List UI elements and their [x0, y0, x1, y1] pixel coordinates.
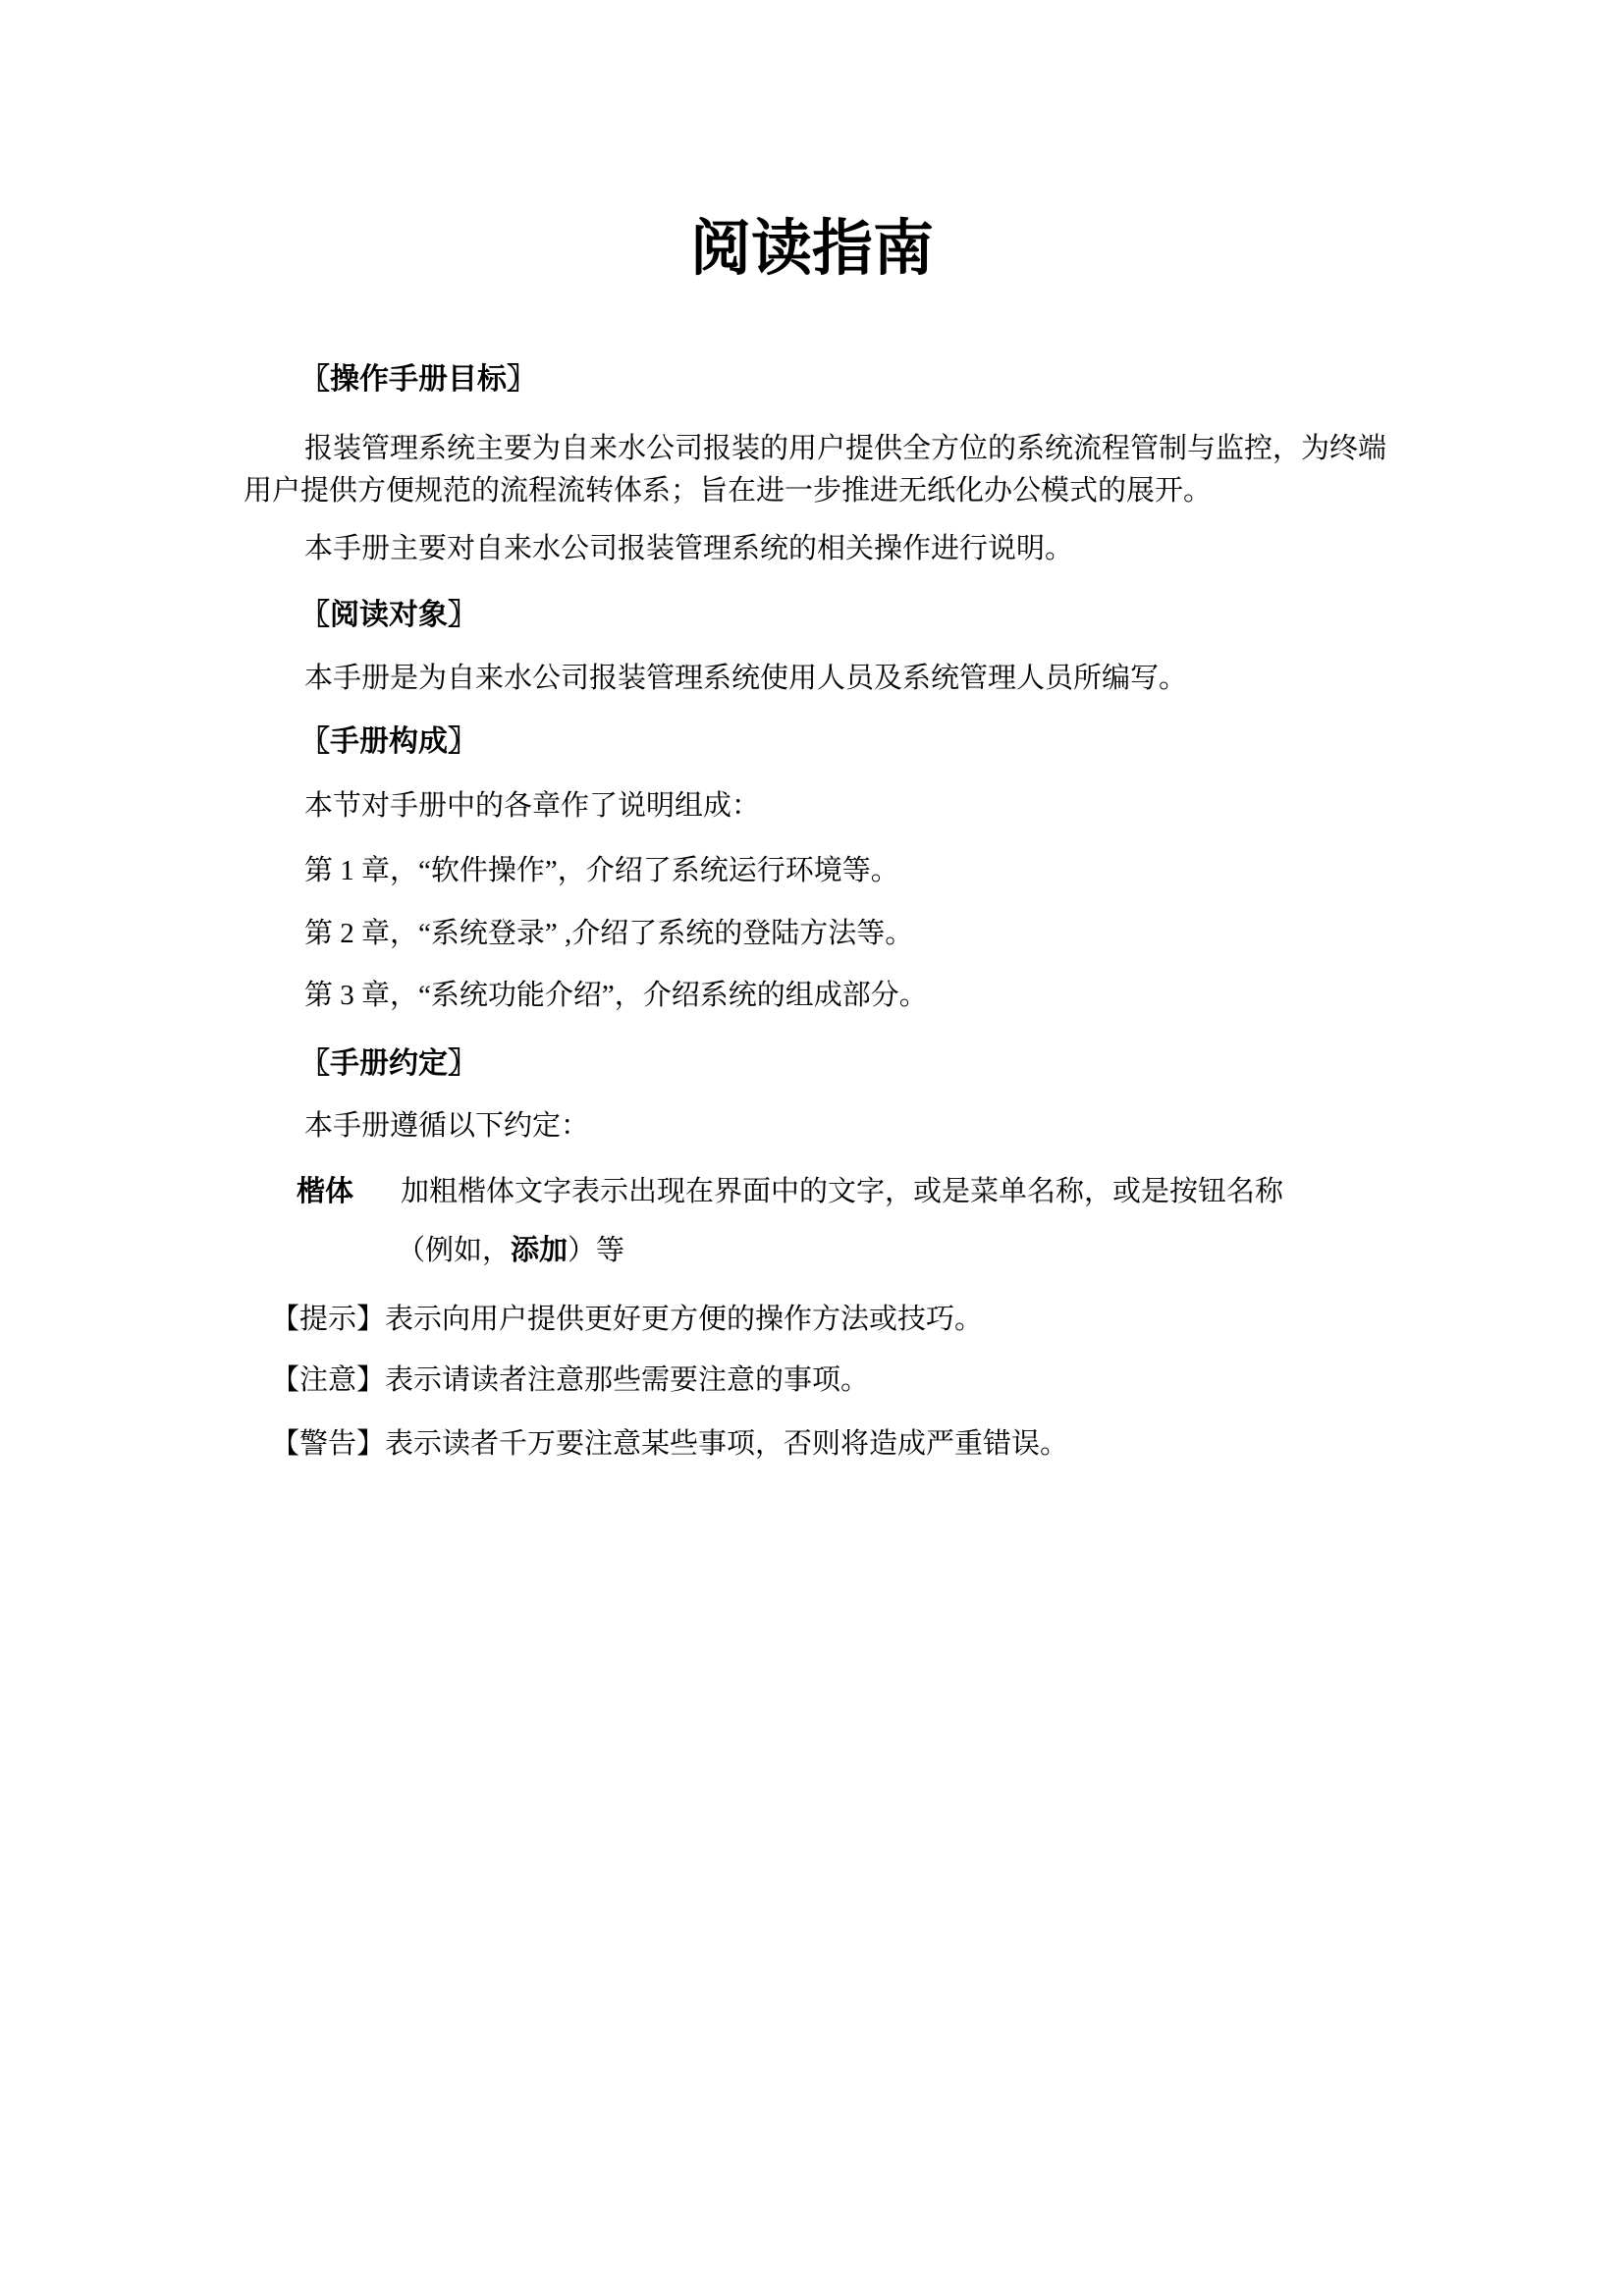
- note-attention: 【注意】表示请读者注意那些需要注意的事项。: [271, 1364, 870, 1396]
- heading-structure: 〖手册构成〗: [300, 725, 477, 758]
- document-body: [244, 0, 1387, 2296]
- heading-convention: 〖手册约定〗: [300, 1047, 477, 1080]
- convention-term-row: [297, 1171, 1283, 1212]
- paragraph-convention-intro: 本手册遵循以下约定：: [304, 1110, 590, 1142]
- convention-term-description: 加粗楷体文字表示出现在界面中的文字，或是菜单名称，或是按钮名称: [401, 1176, 1284, 1207]
- heading-audience: 〖阅读对象〗: [300, 599, 477, 631]
- heading-manual-goal: 〖操作手册目标〗: [300, 363, 536, 396]
- chapter-item-3: 第 3 章，“系统功能介绍”，介绍系统的组成部分。: [304, 980, 928, 1011]
- paragraph-audience: 本手册是为自来水公司报装管理系统使用人员及系统管理人员所编写。: [304, 663, 1188, 694]
- chapter-item-2: 第 2 章，“系统登录” ,介绍了系统的登陆方法等。: [304, 918, 914, 949]
- paragraph-goal-line1: 报装管理系统主要为自来水公司报装的用户提供全方位的系统流程管制与监控，为终端: [304, 433, 1387, 464]
- example-bold-word: 添加: [511, 1235, 568, 1266]
- paragraph-goal-line2: 用户提供方便规范的流程流转体系；旨在进一步推进无纸化办公模式的展开。: [244, 475, 1213, 507]
- note-warning: 【警告】表示读者千万要注意某些事项，否则将造成严重错误。: [271, 1428, 1069, 1460]
- convention-example-row: [397, 1230, 624, 1271]
- example-suffix: ）等: [568, 1235, 625, 1266]
- paragraph-structure-intro: 本节对手册中的各章作了说明组成：: [304, 790, 761, 822]
- page-title: 阅读指南: [689, 216, 934, 283]
- example-prefix: （例如，: [397, 1235, 512, 1266]
- paragraph-goal-summary: 本手册主要对自来水公司报装管理系统的相关操作进行说明。: [304, 533, 1074, 564]
- convention-term-label: 楷体: [297, 1176, 354, 1207]
- note-tip: 【提示】表示向用户提供更好更方便的操作方法或技巧。: [271, 1304, 984, 1335]
- chapter-item-1: 第 1 章，“软件操作”，介绍了系统运行环境等。: [304, 855, 899, 886]
